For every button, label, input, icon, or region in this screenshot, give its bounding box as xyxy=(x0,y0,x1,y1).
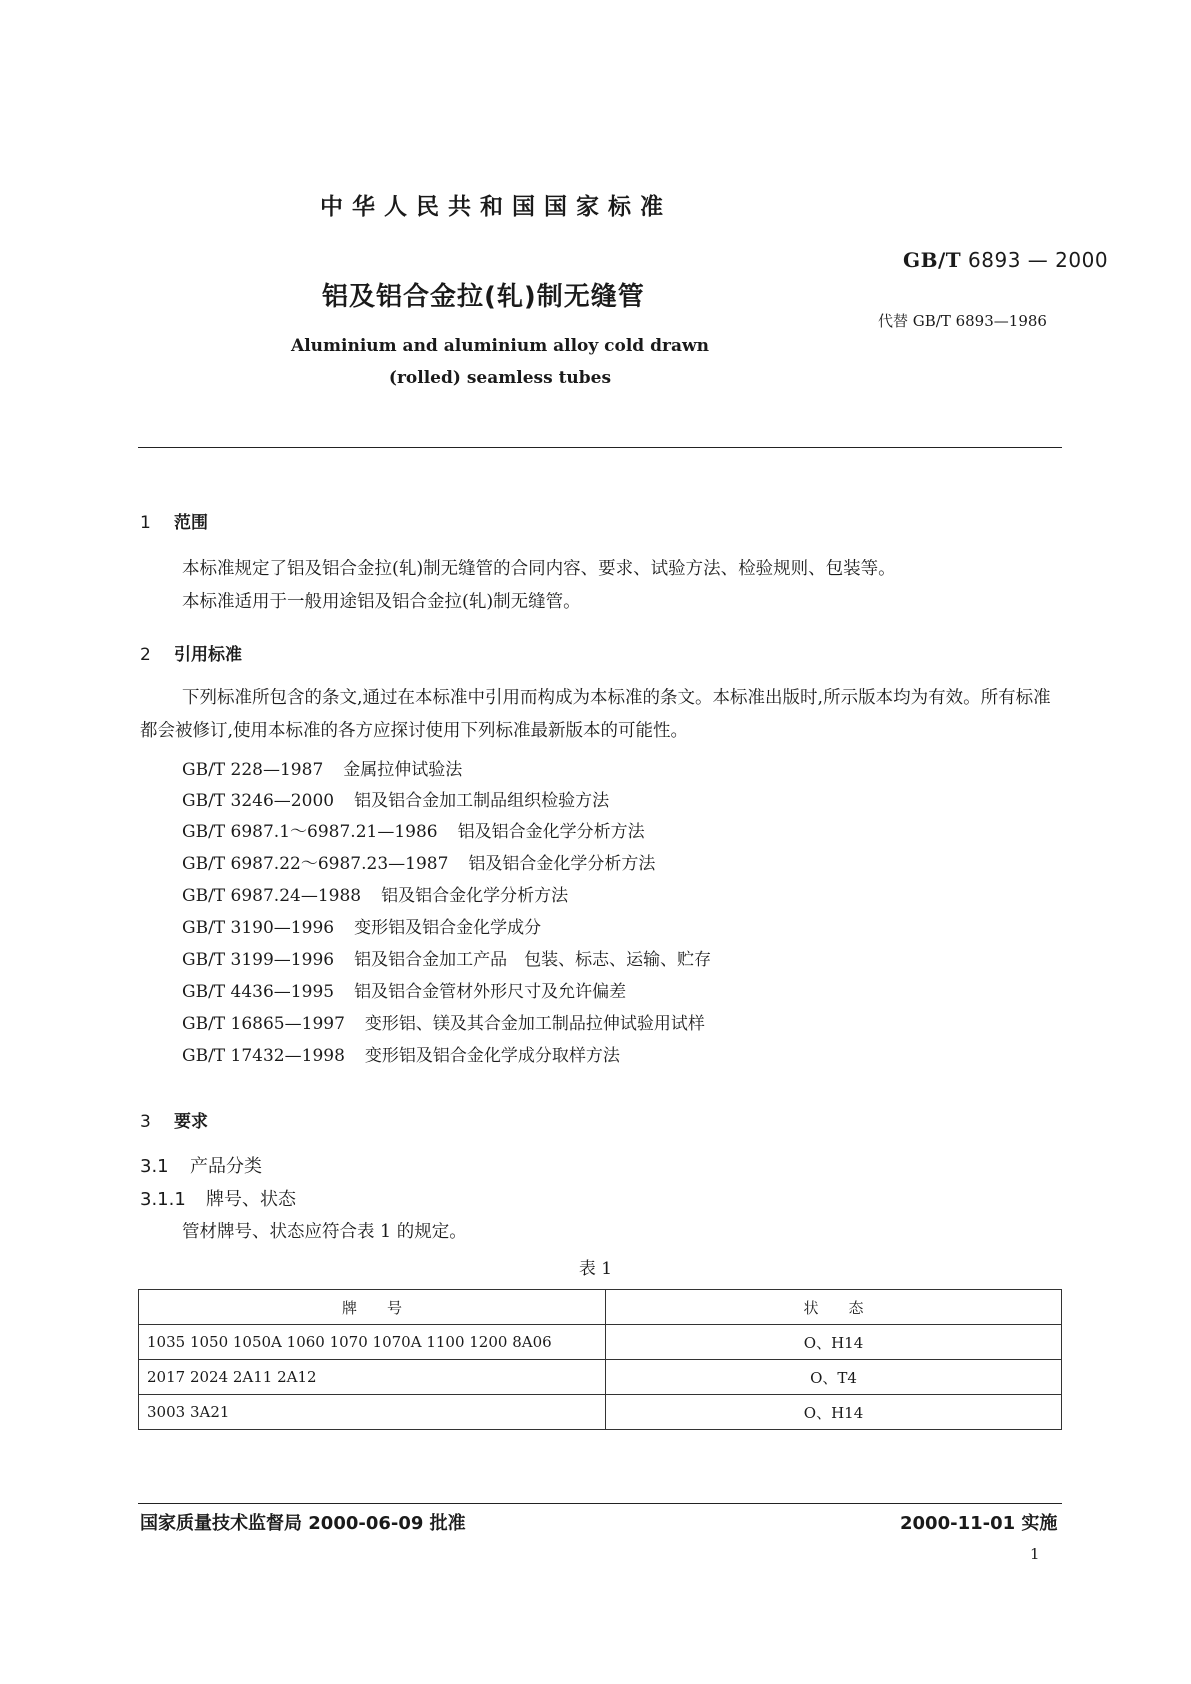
reference-code: GB/T 6987.24—1988 xyxy=(182,886,362,906)
grade-cell: 1035 1050 1050A 1060 1070 1070A 1100 1200 8A06 xyxy=(139,1325,606,1360)
reference-item xyxy=(182,849,655,874)
state-cell: O、T4 xyxy=(606,1360,1062,1395)
section-number: 2 xyxy=(140,645,151,665)
subsection-3-1-1 xyxy=(140,1185,296,1211)
reference-code: GB/T 3199—1996 xyxy=(182,950,335,970)
section-1-heading xyxy=(140,508,208,533)
reference-title: 铝及铝合金管材外形尺寸及允许偏差 xyxy=(354,982,627,1002)
reference-code: GB/T 6987.1～6987.21—1986 xyxy=(182,822,438,842)
state-cell: O、H14 xyxy=(606,1395,1062,1430)
reference-item xyxy=(182,945,711,970)
subsection-3-1 xyxy=(140,1152,262,1178)
reference-item xyxy=(182,1009,705,1034)
grade-cell: 3003 3A21 xyxy=(139,1395,606,1430)
reference-item xyxy=(182,755,462,780)
section-2-paragraph: 下列标准所包含的条文,通过在本标准中引用而构成为本标准的条文。本标准出版时,所示版本均为有效。所有标准都会被修订,使用本标准的各方应探讨使用下列标准最新版本的可能性。 xyxy=(140,688,1051,741)
subsection-3-1-1-paragraph: 管材牌号、状态应符合表 1 的规定。 xyxy=(182,1222,467,1242)
column-header-grade: 牌 号 xyxy=(139,1290,606,1325)
approval-line: 国家质量技术监督局 2000-06-09 批准 xyxy=(140,1513,466,1534)
reference-item xyxy=(182,913,541,938)
subsection-title: 牌号、状态 xyxy=(206,1189,296,1210)
header-divider xyxy=(138,447,1062,448)
table-row xyxy=(139,1395,1062,1430)
reference-item xyxy=(182,1041,620,1066)
reference-title: 铝及铝合金加工产品 包装、标志、运输、贮存 xyxy=(354,950,712,970)
reference-title: 变形铝及铝合金化学成分取样方法 xyxy=(364,1046,620,1066)
document-title-en-line2: (rolled) seamless tubes xyxy=(388,368,612,388)
reference-item xyxy=(182,786,609,811)
replaces-note: 代替 GB/T 6893—1986 xyxy=(878,312,1047,330)
reference-item xyxy=(182,881,568,906)
reference-title: 铝及铝合金化学分析方法 xyxy=(381,886,569,906)
table-caption: 表 1 xyxy=(578,1259,613,1279)
grade-state-table xyxy=(138,1289,1062,1430)
reference-code: GB/T 228—1987 xyxy=(182,760,324,780)
reference-title: 金属拉伸试验法 xyxy=(343,760,463,780)
national-standard-title: 中华人民共和国国家标准 xyxy=(320,194,672,220)
section-title: 引用标准 xyxy=(174,645,242,665)
subsection-title: 产品分类 xyxy=(190,1156,262,1177)
reference-code: GB/T 3246—2000 xyxy=(182,791,335,811)
section-2-heading xyxy=(140,640,242,665)
implementation-date: 2000-11-01 实施 xyxy=(900,1513,1058,1534)
reference-title: 铝及铝合金加工制品组织检验方法 xyxy=(354,791,610,811)
section-title: 要求 xyxy=(174,1112,208,1132)
reference-title: 变形铝及铝合金化学成分 xyxy=(354,918,542,938)
table-row xyxy=(139,1360,1062,1395)
reference-item xyxy=(182,977,626,1002)
table-row xyxy=(139,1325,1062,1360)
table-header-row xyxy=(139,1290,1062,1325)
section-1-paragraph-1: 本标准规定了铝及铝合金拉(轧)制无缝管的合同内容、要求、试验方法、检验规则、包装等。 xyxy=(182,559,896,579)
document-title-zh: 铝及铝合金拉(轧)制无缝管 xyxy=(322,282,645,312)
reference-code: GB/T 16865—1997 xyxy=(182,1014,345,1034)
reference-code: GB/T 17432—1998 xyxy=(182,1046,345,1066)
reference-title: 铝及铝合金化学分析方法 xyxy=(457,822,645,842)
standard-code xyxy=(903,248,1108,272)
reference-item xyxy=(182,817,645,842)
section-title: 范围 xyxy=(174,513,208,533)
section-number: 1 xyxy=(140,513,151,533)
subsection-number: 3.1 xyxy=(140,1156,169,1177)
subsection-number: 3.1.1 xyxy=(140,1189,186,1210)
reference-code: GB/T 3190—1996 xyxy=(182,918,335,938)
document-title-en-line1: Aluminium and aluminium alloy cold drawn xyxy=(291,336,709,356)
reference-code: GB/T 6987.22～6987.23—1987 xyxy=(182,854,449,874)
section-3-heading xyxy=(140,1107,208,1132)
reference-code: GB/T 4436—1995 xyxy=(182,982,335,1002)
page-number: 1 xyxy=(1030,1545,1040,1563)
state-cell: O、H14 xyxy=(606,1325,1062,1360)
section-1-paragraph-2: 本标准适用于一般用途铝及铝合金拉(轧)制无缝管。 xyxy=(182,592,581,612)
grade-cell: 2017 2024 2A11 2A12 xyxy=(139,1360,606,1395)
reference-title: 铝及铝合金化学分析方法 xyxy=(468,854,656,874)
standard-number: 6893 — 2000 xyxy=(968,248,1109,272)
reference-title: 变形铝、镁及其合金加工制品拉伸试验用试样 xyxy=(364,1014,705,1034)
footer-divider xyxy=(138,1503,1062,1504)
section-number: 3 xyxy=(140,1112,151,1132)
column-header-state: 状 态 xyxy=(606,1290,1062,1325)
standard-prefix: GB/T xyxy=(903,248,962,272)
